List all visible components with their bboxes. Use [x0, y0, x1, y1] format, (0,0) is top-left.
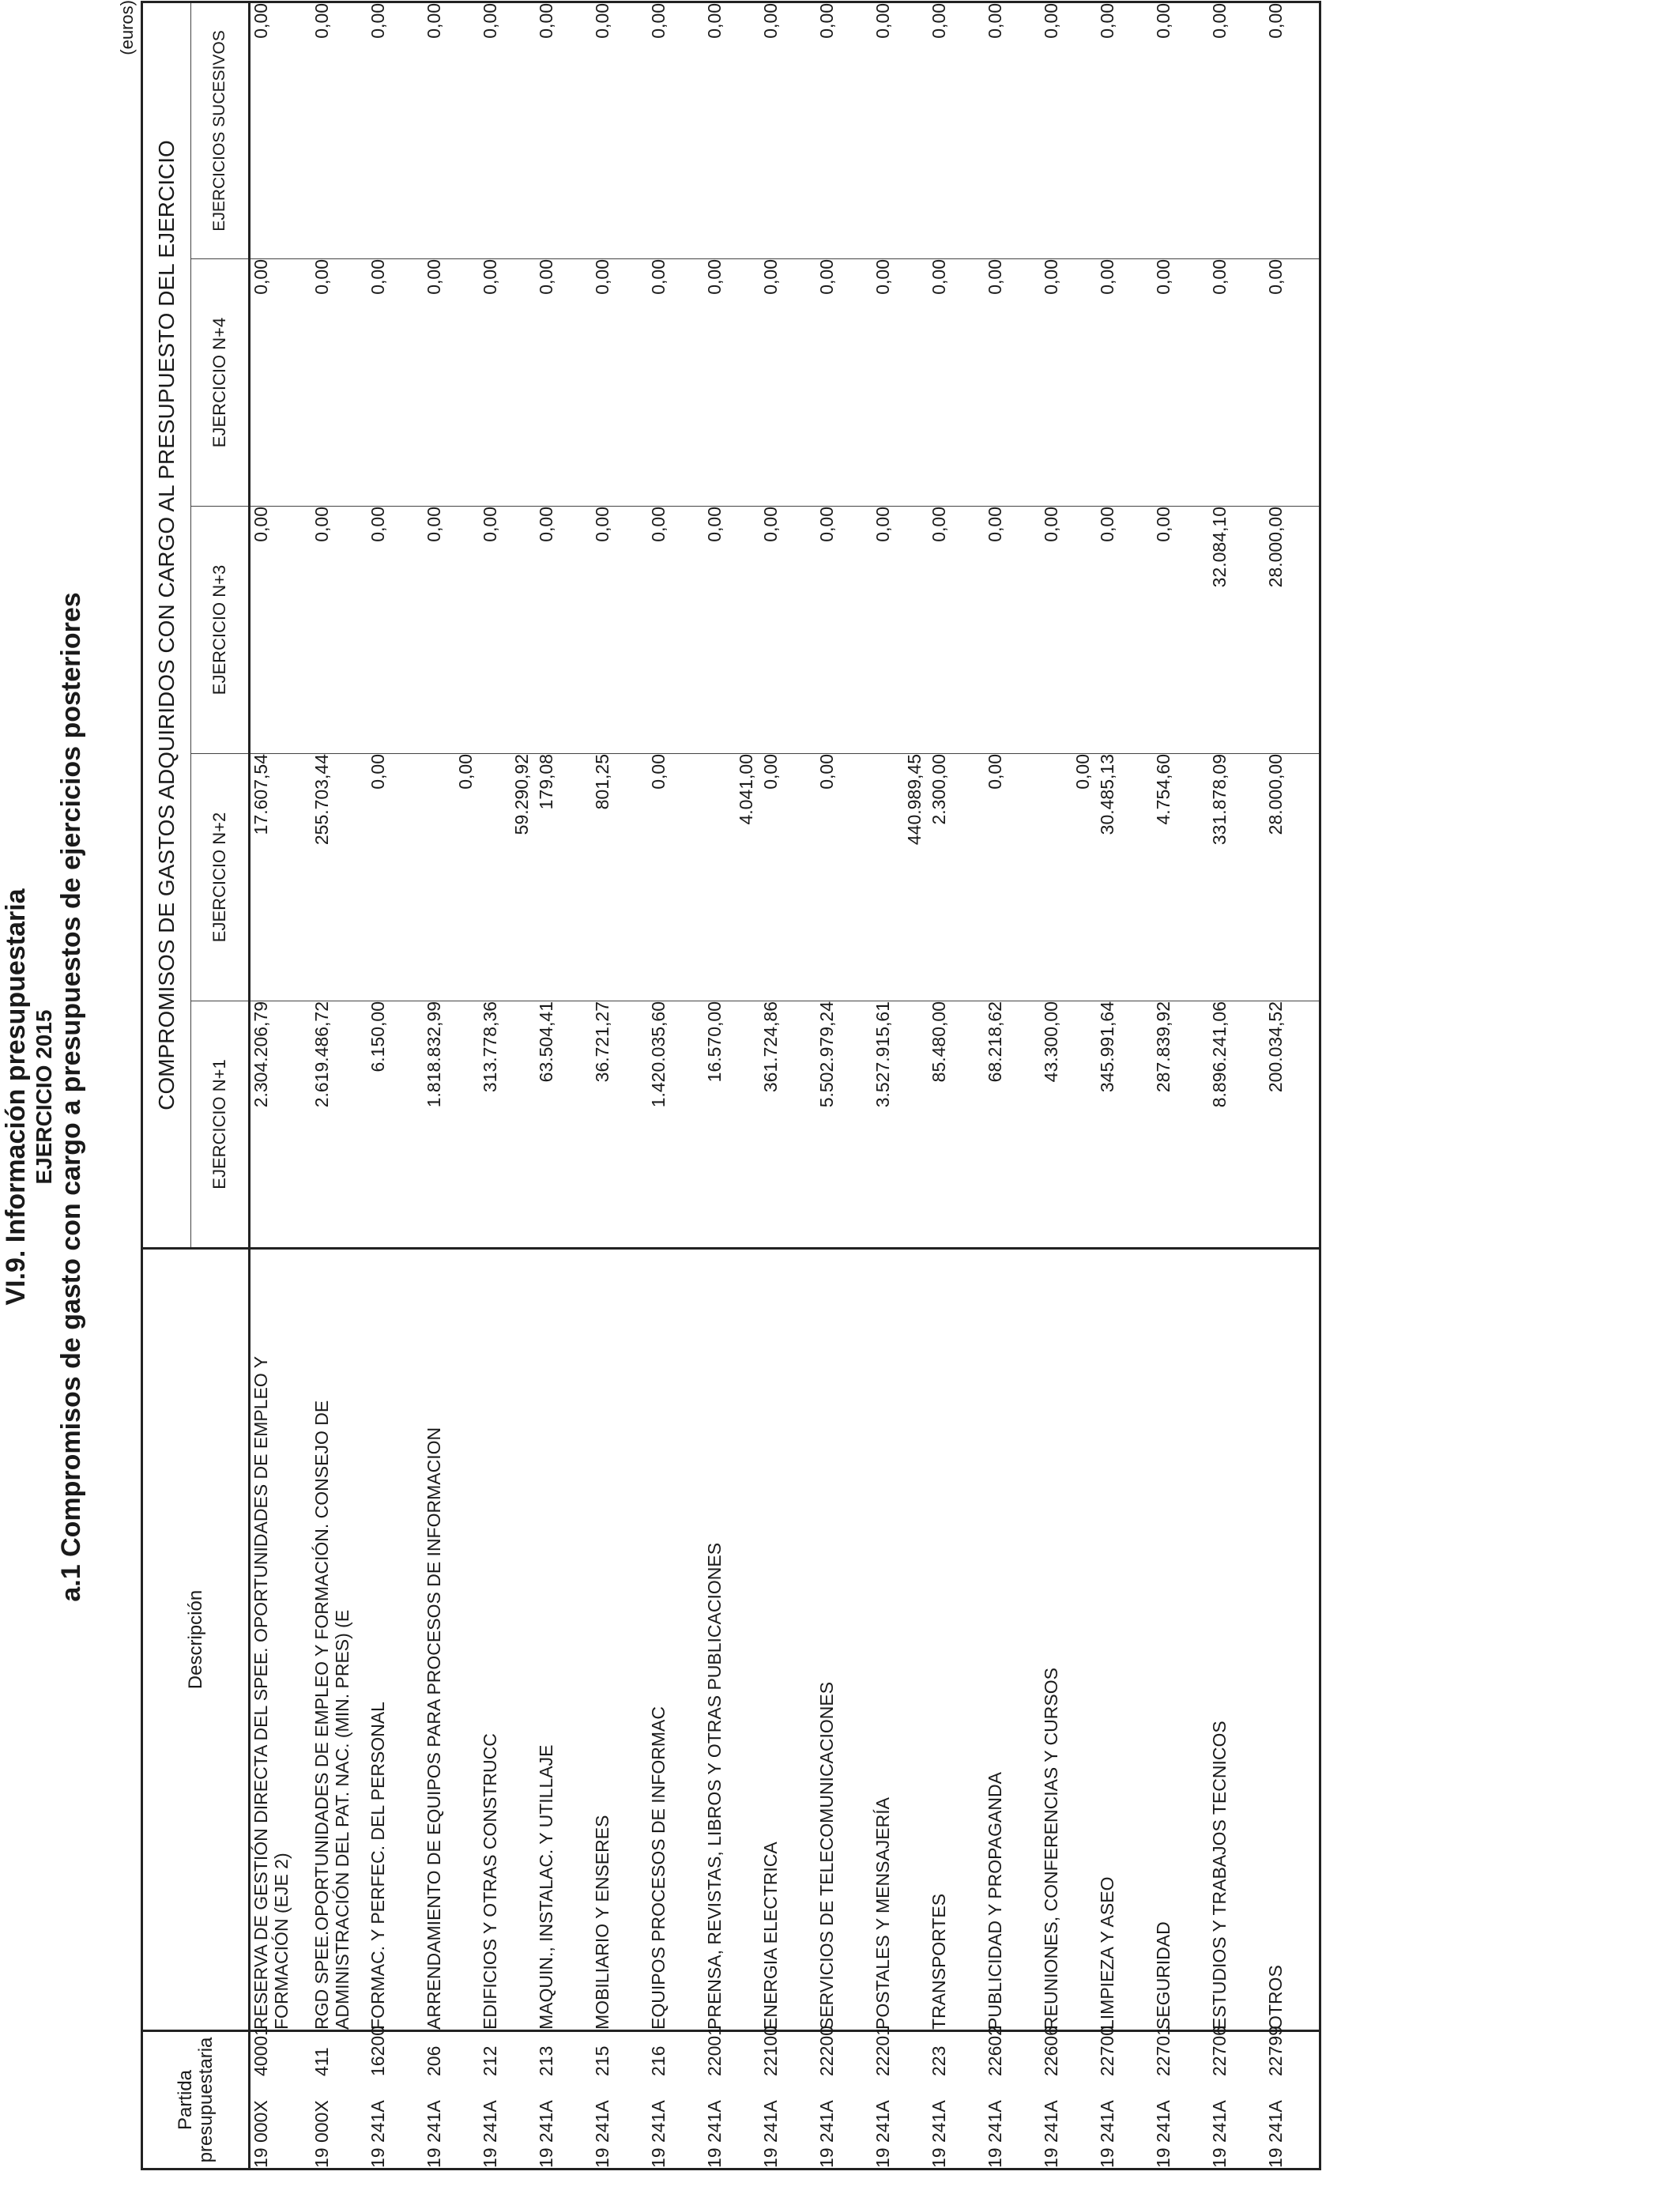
n1-cell: 1.420.035,60 [648, 1001, 704, 1249]
econ-code: 215 [591, 2045, 612, 2076]
econ-code: 223 [928, 2045, 949, 2076]
org-code: 19 241A [367, 2100, 388, 2168]
fiscal-year: EJERCICIO 2015 [32, 1009, 56, 1185]
table-row [250, 2, 311, 2169]
n1-cell: 200.034,52 [1265, 1001, 1320, 1249]
n4-cell: 0,00 [424, 259, 480, 507]
n1-cell: 8.896.241,06 [1209, 1001, 1265, 1249]
n2-cell: 4.041,00 [704, 754, 760, 1001]
org-code: 19 241A [984, 2100, 1005, 2168]
econ-code: 212 [479, 2045, 500, 2076]
n2-cell: 30.485,13 [1097, 754, 1153, 1001]
description-cell: SEGURIDAD [1153, 1249, 1209, 2031]
partida-cell [816, 2026, 872, 2169]
table-row [1153, 2, 1209, 2169]
sucesivos-cell: 0,00 [1097, 2, 1153, 258]
table-row [536, 2, 592, 2169]
n3-cell: 0,00 [929, 507, 985, 754]
n1-cell: 2.619.486,72 [311, 1001, 367, 1249]
table-row [704, 2, 760, 2169]
description-cell: POSTALES Y MENSAJERÍA [872, 1249, 929, 2031]
partida-cell [311, 2031, 367, 2169]
col-header-n2: EJERCICIO N+2 [191, 754, 250, 1001]
org-code: 19 000X [311, 2100, 332, 2168]
n1-cell: 68.218,62 [985, 1001, 1041, 1249]
n4-cell: 0,00 [1041, 259, 1097, 507]
n2-cell: 0,00 [985, 754, 1041, 1001]
n2-cell: 0,00 [816, 754, 872, 1001]
n2-cell: 255.703,44 [311, 754, 367, 1001]
n1-cell: 345.991,64 [1097, 1001, 1153, 1249]
n4-cell: 0,00 [760, 259, 816, 507]
econ-code: 216 [647, 2045, 669, 2076]
description-cell: EDIFICIOS Y OTRAS CONSTRUCC [480, 1249, 536, 2031]
n4-cell: 0,00 [311, 259, 367, 507]
n2-cell: 0,00 [424, 754, 480, 1001]
econ-code: 213 [535, 2045, 556, 2076]
description-cell: PRENSA, REVISTAS, LIBROS Y OTRAS PUBLICACIONES [704, 1249, 760, 2031]
org-code: 19 241A [647, 2100, 669, 2168]
n3-cell: 0,00 [1097, 507, 1153, 754]
col-header-n1: EJERCICIO N+1 [191, 1001, 250, 1249]
table-row [872, 2, 929, 2169]
n4-cell: 0,00 [536, 259, 592, 507]
col-header-n4: EJERCICIO N+4 [191, 259, 250, 507]
org-code: 19 241A [1152, 2100, 1173, 2168]
n1-cell: 361.724,86 [760, 1001, 816, 1249]
n2-cell: 0,00 [760, 754, 816, 1001]
table-row [1209, 2, 1265, 2169]
sucesivos-cell: 0,00 [704, 2, 760, 258]
n3-cell: 0,00 [1041, 507, 1097, 754]
n4-cell: 0,00 [592, 259, 648, 507]
n1-cell: 43.300,00 [1041, 1001, 1097, 1249]
sucesivos-cell: 0,00 [1209, 2, 1265, 258]
org-code: 19 241A [1264, 2100, 1286, 2168]
n4-cell: 0,00 [250, 259, 311, 507]
n4-cell: 0,00 [648, 259, 704, 507]
n4-cell: 0,00 [872, 259, 929, 507]
sucesivos-cell: 0,00 [760, 2, 816, 258]
n2-cell: 440.989,45 [872, 754, 929, 1001]
table-row [648, 2, 704, 2169]
description-cell: MOBILIARIO Y ENSERES [592, 1249, 648, 2031]
partida-cell [592, 2031, 648, 2169]
table-row [592, 2, 648, 2169]
description-cell: PUBLICIDAD Y PROPAGANDA [985, 1249, 1041, 2031]
sucesivos-cell: 0,00 [929, 2, 985, 258]
n4-cell: 0,00 [929, 259, 985, 507]
n4-cell: 0,00 [704, 259, 760, 507]
table-row [985, 2, 1041, 2169]
n2-cell: 0,00 [1041, 754, 1097, 1001]
n1-cell: 313.778,36 [480, 1001, 536, 1249]
col-header-partida: Partida presupuestaria [142, 2031, 250, 2169]
sucesivos-cell: 0,00 [536, 2, 592, 258]
econ-code: 411 [311, 2047, 332, 2076]
sucesivos-cell: 0,00 [250, 2, 311, 258]
n2-cell: 179,08 [536, 754, 592, 1001]
n3-cell: 28.000,00 [1265, 507, 1320, 754]
partida-cell [984, 2026, 1041, 2169]
description-cell: ESTUDIOS Y TRABAJOS TECNICOS [1209, 1249, 1265, 2031]
sucesivos-cell: 0,00 [311, 2, 367, 258]
n2-cell: 801,25 [592, 754, 648, 1001]
partida-cell [536, 2031, 592, 2169]
table-row [1265, 2, 1320, 2169]
n1-cell: 16.570,00 [704, 1001, 760, 1249]
col-header-n3: EJERCICIO N+3 [191, 507, 250, 754]
sucesivos-cell: 0,00 [424, 2, 480, 258]
partida-cell [1152, 2026, 1209, 2169]
org-code: 19 241A [703, 2100, 725, 2168]
sucesivos-cell: 0,00 [985, 2, 1041, 258]
partida-cell [1208, 2026, 1265, 2169]
n3-cell: 0,00 [872, 507, 929, 754]
partida-cell [872, 2026, 929, 2169]
econ-code: 22200 [816, 2026, 837, 2076]
description-cell: FORMAC. Y PERFEC. DEL PERSONAL [367, 1249, 424, 2031]
n4-cell: 0,00 [480, 259, 536, 507]
org-code: 19 241A [1096, 2100, 1117, 2168]
n3-cell: 32.084,10 [1209, 507, 1265, 754]
table-row [311, 2, 367, 2169]
n1-cell: 5.502.979,24 [816, 1001, 872, 1249]
partida-cell [929, 2031, 985, 2169]
econ-code: 206 [423, 2045, 444, 2076]
econ-code: 22706 [1208, 2026, 1230, 2076]
col-header-sucesivos: EJERCICIOS SUCESIVOS [191, 2, 250, 258]
n3-cell: 0,00 [1153, 507, 1209, 754]
partida-cell [480, 2031, 536, 2169]
description-cell: RESERVA DE GESTIÓN DIRECTA DEL SPEE. OPORTUNIDADES DE EMPLEO Y FORMACIÓN (EJE 2) [250, 1249, 311, 2031]
table-row [816, 2, 872, 2169]
econ-code: 22001 [703, 2026, 725, 2076]
sucesivos-cell: 0,00 [1041, 2, 1097, 258]
partida-cell [703, 2026, 760, 2169]
n1-cell: 3.527.915,61 [872, 1001, 929, 1249]
n3-cell: 0,00 [985, 507, 1041, 754]
table-row [367, 2, 424, 2169]
n4-cell: 0,00 [1097, 259, 1153, 507]
table-row [1041, 2, 1097, 2169]
econ-code: 22799 [1264, 2026, 1286, 2076]
n3-cell: 0,00 [816, 507, 872, 754]
table-row [1097, 2, 1153, 2169]
econ-code: 40001 [250, 2026, 271, 2076]
org-code: 19 241A [759, 2100, 781, 2168]
n4-cell: 0,00 [367, 259, 424, 507]
n4-cell: 0,00 [985, 259, 1041, 507]
page-title: VI.9. Información presupuestaria [1, 888, 31, 1306]
n1-cell: 2.304.206,79 [250, 1001, 311, 1249]
sucesivos-cell: 0,00 [592, 2, 648, 258]
n3-cell: 0,00 [424, 507, 480, 754]
n1-cell: 287.839,92 [1153, 1001, 1209, 1249]
n1-cell: 6.150,00 [367, 1001, 424, 1249]
n3-cell: 0,00 [704, 507, 760, 754]
org-code: 19 241A [423, 2100, 444, 2168]
econ-code: 22701 [1152, 2026, 1173, 2076]
org-code: 19 000X [250, 2100, 271, 2168]
org-code: 19 241A [872, 2100, 893, 2168]
units-label: (euros) [117, 0, 137, 55]
partida-cell [648, 2031, 704, 2169]
n3-cell: 0,00 [250, 507, 311, 754]
org-code: 19 241A [928, 2100, 949, 2168]
n2-cell: 17.607,54 [250, 754, 311, 1001]
n2-cell: 4.754,60 [1153, 754, 1209, 1001]
n3-cell: 0,00 [648, 507, 704, 754]
econ-code: 22606 [1040, 2026, 1061, 2076]
econ-code: 16200 [367, 2026, 388, 2076]
n3-cell: 0,00 [760, 507, 816, 754]
org-code: 19 241A [535, 2100, 556, 2168]
description-cell: OTROS [1265, 1249, 1320, 2031]
n2-cell: 0,00 [367, 754, 424, 1001]
n1-cell: 36.721,27 [592, 1001, 648, 1249]
n3-cell: 0,00 [480, 507, 536, 754]
n1-cell: 1.818.832,99 [424, 1001, 480, 1249]
n2-cell: 0,00 [648, 754, 704, 1001]
description-cell: ARRENDAMIENTO DE EQUIPOS PARA PROCESOS DE INFORMACION [424, 1249, 480, 2031]
table-row [929, 2, 985, 2169]
commitments-table [141, 1, 1321, 2170]
description-cell: REUNIONES, CONFERENCIAS Y CURSOS [1041, 1249, 1097, 2031]
n4-cell: 0,00 [1265, 259, 1320, 507]
partida-cell [250, 2026, 311, 2169]
page-subtitle: a.1 Compromisos de gasto con cargo a presupuestos de ejercicios posteriores [56, 592, 86, 1602]
table-row [480, 2, 536, 2169]
econ-code: 22602 [984, 2026, 1005, 2076]
sucesivos-cell: 0,00 [1153, 2, 1209, 258]
description-cell: RGD SPEE.OPORTUNIDADES DE EMPLEO Y FORMACIÓN. CONSEJO DE ADMINISTRACIÓN DEL PAT. NAC. (MIN. PRES) (E [311, 1249, 367, 2031]
sucesivos-cell: 0,00 [480, 2, 536, 258]
sucesivos-cell: 0,00 [816, 2, 872, 258]
description-cell: EQUIPOS PROCESOS DE INFORMAC [648, 1249, 704, 2031]
n4-cell: 0,00 [816, 259, 872, 507]
n2-cell: 59.290,92 [480, 754, 536, 1001]
n2-cell: 331.878,09 [1209, 754, 1265, 1001]
partida-cell [367, 2026, 424, 2169]
description-cell: ENERGIA ELECTRICA [760, 1249, 816, 2031]
col-header-descripcion: Descripción [142, 1249, 250, 2031]
description-cell: MAQUIN., INSTALAC. Y UTILLAJE [536, 1249, 592, 2031]
sucesivos-cell: 0,00 [367, 2, 424, 258]
sucesivos-cell: 0,00 [1265, 2, 1320, 258]
group-header: COMPROMISOS DE GASTOS ADQUIRIDOS CON CARGO AL PRESUPUESTO DEL EJERCICIO [142, 2, 191, 1248]
sucesivos-cell: 0,00 [872, 2, 929, 258]
n3-cell: 0,00 [536, 507, 592, 754]
org-code: 19 241A [591, 2100, 612, 2168]
table-row [760, 2, 816, 2169]
n3-cell: 0,00 [311, 507, 367, 754]
org-code: 19 241A [1208, 2100, 1230, 2168]
description-cell: SERVICIOS DE TELECOMUNICACIONES [816, 1249, 872, 2031]
n3-cell: 0,00 [367, 507, 424, 754]
org-code: 19 241A [816, 2100, 837, 2168]
n2-cell: 28.000,00 [1265, 754, 1320, 1001]
description-cell: LIMPIEZA Y ASEO [1097, 1249, 1153, 2031]
partida-cell [1040, 2026, 1097, 2169]
partida-cell [1264, 2026, 1320, 2169]
partida-cell [759, 2026, 816, 2169]
n4-cell: 0,00 [1209, 259, 1265, 507]
econ-code: 22100 [759, 2026, 781, 2076]
org-code: 19 241A [479, 2100, 500, 2168]
partida-cell [424, 2031, 480, 2169]
n3-cell: 0,00 [592, 507, 648, 754]
n4-cell: 0,00 [1153, 259, 1209, 507]
n1-cell: 85.480,00 [929, 1001, 985, 1249]
sucesivos-cell: 0,00 [648, 2, 704, 258]
econ-code: 22700 [1096, 2026, 1117, 2076]
econ-code: 22201 [872, 2026, 893, 2076]
description-cell: TRANSPORTES [929, 1249, 985, 2031]
partida-cell [1096, 2026, 1153, 2169]
n1-cell: 63.504,41 [536, 1001, 592, 1249]
org-code: 19 241A [1040, 2100, 1061, 2168]
table-row [424, 2, 480, 2169]
n2-cell: 2.300,00 [929, 754, 985, 1001]
